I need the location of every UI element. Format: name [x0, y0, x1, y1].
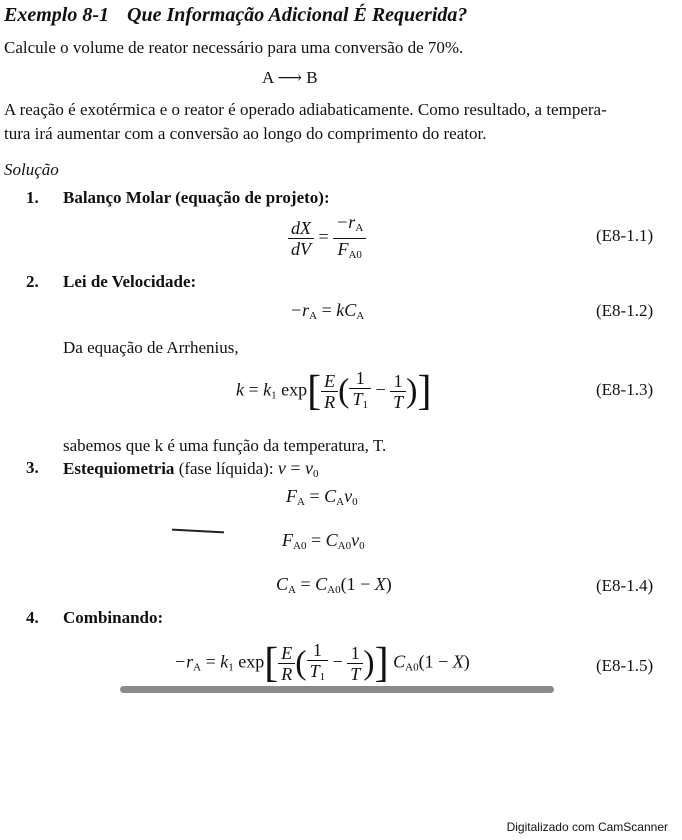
equation-e8-1-5: $-r_A = k_1$ exp[ $\frac{E}{R}$ ( $\frac{1}{T_1}$ − $\frac{1}{T}$ )] $C_{A0}(1 - X)$	[174, 640, 470, 687]
step-1-title: Balanço Molar (equação de projeto):	[63, 188, 330, 207]
reaction-equation: A ⟶ B	[262, 68, 318, 87]
step-3-heading: Estequiometria (fase líquida): $v = v_0$	[63, 458, 319, 480]
step-3-title: Estequiometria	[63, 459, 175, 478]
equation-e8-1-3: $k = k_1$ exp[ $\frac{E}{R}$ ( $\frac{1}{T_1}$ − $\frac{1}{T}$ )]	[236, 368, 432, 415]
eq-number-1: (E8-1.1)	[596, 226, 654, 245]
eq-number-4: (E8-1.4)	[596, 576, 654, 595]
step-3-subtitle: (fase líquida):	[178, 459, 274, 478]
step-4-number: 4.	[26, 608, 39, 627]
equation-fa: $F_A = C_Av_0$	[286, 486, 358, 508]
step-2-title: Lei de Velocidade:	[63, 272, 197, 291]
scanner-watermark: Digitalizado com CamScanner	[506, 820, 668, 834]
example-title	[4, 4, 467, 27]
equation-e8-1-1: $\frac{dX}{dV}$ = $\frac{-r_A}{F_{A0}}$	[288, 212, 366, 265]
equation-e8-1-4: $C_A = C_{A0}(1 - X)$	[276, 574, 392, 596]
arrhenius-text: Da equação de Arrhenius,	[63, 338, 239, 357]
task-text: Calcule o volume de reator necessário para uma conversão de 70%.	[4, 38, 464, 57]
scan-underline-mark	[120, 686, 554, 693]
description-line-2: tura irá aumentar com a conversão ao longo do comprimento do reator.	[4, 124, 487, 143]
step-3-number: 3.	[26, 458, 39, 477]
eq-number-3: (E8-1.3)	[596, 380, 654, 399]
description-line-1: A reação é exotérmica e o reator é operado adiabaticamente. Como resultado, a tempera-	[4, 100, 607, 119]
equation-e8-1-2: $-r_A = kC_A$	[290, 300, 365, 322]
step-2-number: 2.	[26, 272, 39, 291]
step-1-number: 1.	[26, 188, 39, 207]
eq-number-2: (E8-1.2)	[596, 301, 654, 320]
equation-fa0: $F_{A0} = C_{A0}v_0$	[282, 530, 365, 552]
example-label: Exemplo 8-1	[4, 4, 109, 26]
scan-pen-mark	[172, 529, 224, 534]
example-heading: Que Informação Adicional É Requerida?	[127, 4, 468, 26]
k-temperature-text: sabemos que k é uma função da temperatura, T.	[63, 436, 387, 455]
solution-label: Solução	[4, 160, 59, 179]
step-4-title: Combinando:	[63, 608, 164, 627]
eq-number-5: (E8-1.5)	[596, 656, 654, 675]
